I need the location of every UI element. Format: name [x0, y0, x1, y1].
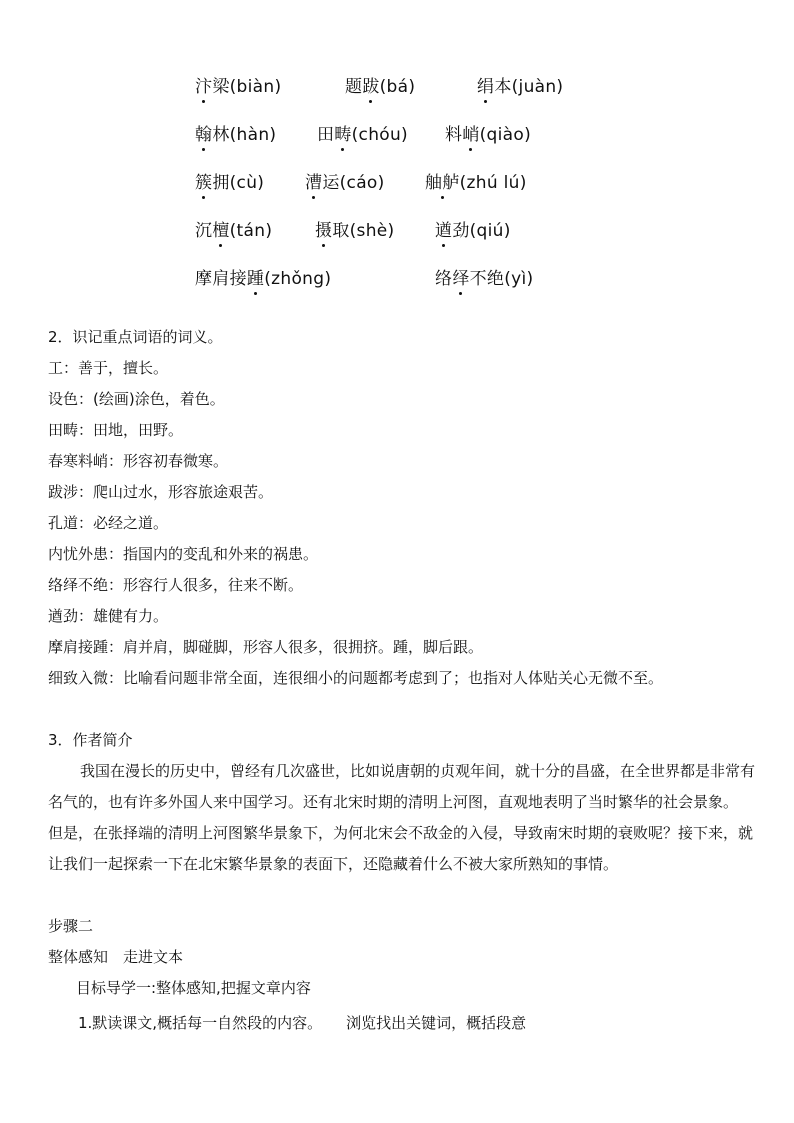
definition-item: 春寒料峭：形容初春微寒。	[48, 452, 229, 470]
pronunciation-row	[195, 214, 755, 262]
definition-item: 设色：(绘画)涂色，着色。	[48, 390, 225, 408]
pronunciation-row	[195, 118, 755, 166]
pronunciation-item: 翰林(hàn)	[195, 120, 276, 145]
pronunciation-item: 络绎不绝(yì)	[435, 264, 533, 289]
pronunciation-row	[195, 70, 755, 118]
emphasis-dot-char: 跋	[362, 72, 379, 97]
definition-item: 遒劲：雄健有力。	[48, 607, 169, 625]
emphasis-dot-char: 漕	[305, 168, 322, 193]
definition-item: 工：善于，擅长。	[48, 359, 169, 377]
author-intro-paragraph: 我国在漫长的历史中，曾经有几次盛世，比如说唐朝的贞观年间，就十分的昌盛，在全世界都是非常有名气的，也有许多外国人来中国学习。还有北宋时期的清明上河图，直观地表明了当时繁华的社会景象。 但是，在张择端的清明上河图繁华景象下，为何北宋会不敌金的入侵，导致南宋时期的衰败呢？接下来，就让我们一起探索一下在北宋繁华景象的表面下，还隐藏着什么不被大家所熟知的事情。	[48, 762, 761, 873]
pronunciation-item: 漕运(cáo)	[305, 168, 385, 193]
emphasis-dot-char: 汴	[195, 72, 212, 97]
task-line	[48, 1008, 758, 1039]
pronunciation-item: 题跋(bá)	[345, 72, 415, 97]
emphasis-dot-char: 摄	[315, 216, 332, 241]
definition-item: 细致入微：比喻看问题非常全面，连很细小的问题都考虑到了；也指对人体贴关心无微不至。	[48, 669, 664, 687]
task-hint: 浏览找出关键词，概括段意	[346, 1014, 527, 1032]
pronunciation-item: 摄取(shè)	[315, 216, 394, 241]
pronunciation-item: 沉檀(tán)	[195, 216, 272, 241]
emphasis-dot-char: 畴	[334, 120, 351, 145]
definition-item: 田畴：田地，田野。	[48, 421, 184, 439]
emphasis-dot-char: 峭	[462, 120, 479, 145]
pronunciation-item: 摩肩接踵(zhǒng)	[195, 264, 331, 289]
definition-item: 络绎不绝：形容行人很多，往来不断。	[48, 576, 304, 594]
pronunciation-list	[195, 70, 755, 310]
pronunciation-row	[195, 166, 755, 214]
definition-item: 孔道：必经之道。	[48, 514, 169, 532]
emphasis-dot-char: 簇	[195, 168, 212, 193]
definition-item: 内忧外患：指国内的变乱和外来的祸患。	[48, 545, 319, 563]
document-body	[48, 322, 761, 1039]
pronunciation-item: 汴梁(biàn)	[195, 72, 281, 97]
emphasis-dot-char: 绎	[452, 264, 469, 289]
pronunciation-item: 料峭(qiào)	[445, 120, 531, 145]
learning-goal: 目标导学一:整体感知,把握文章内容	[76, 979, 311, 997]
emphasis-dot-char: 踵	[247, 264, 264, 289]
emphasis-dot-char: 翰	[195, 120, 212, 145]
task-instruction: 1.默读课文,概括每一自然段的内容。	[78, 1014, 323, 1032]
step-heading: 步骤二	[48, 917, 94, 935]
step-subheading: 整体感知 走进文本	[48, 948, 184, 966]
section-heading: 3．作者简介	[48, 731, 133, 749]
pronunciation-item: 舳舻(zhú lú)	[425, 168, 527, 193]
pronunciation-item: 遒劲(qiú)	[435, 216, 511, 241]
pronunciation-item: 田畴(chóu)	[317, 120, 408, 145]
emphasis-dot-char: 舳舻	[425, 168, 460, 193]
emphasis-dot-char: 绢	[477, 72, 494, 97]
definition-item: 跋涉：爬山过水，形容旅途艰苦。	[48, 483, 274, 501]
definition-item: 摩肩接踵：肩并肩，脚碰脚，形容人很多，很拥挤。踵，脚后跟。	[48, 638, 484, 656]
emphasis-dot-char: 遒	[435, 216, 452, 241]
section-heading: 2．识记重点词语的词义。	[48, 328, 223, 346]
pronunciation-item: 绢本(juàn)	[477, 72, 563, 97]
pronunciation-row	[195, 262, 755, 310]
spacer	[48, 694, 758, 725]
pronunciation-item: 簇拥(cù)	[195, 168, 264, 193]
emphasis-dot-char: 檀	[212, 216, 229, 241]
spacer	[48, 880, 758, 911]
